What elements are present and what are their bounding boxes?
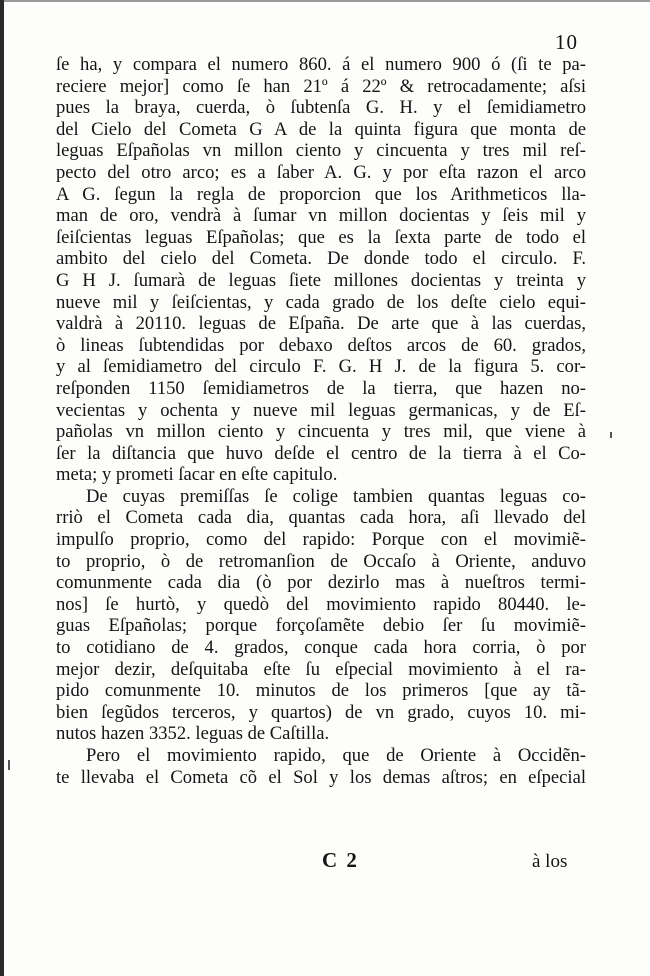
- text-line: reciere mejor] como ſe han 21º á 22º & retrocadamente; aſsi: [56, 75, 586, 97]
- text-line: man de oro, vendrà à ſumar vn millon docientas y ſeis mil y: [56, 205, 586, 227]
- ink-speck: [8, 760, 10, 770]
- text-line: to proprio, ò de retromanſion de Occaſo à Oriente, anduvo: [56, 550, 586, 572]
- text-line: De cuyas premiſſas ſe colige tambien quantas leguas co-: [86, 485, 586, 507]
- page-top-edge: [0, 0, 650, 2]
- text-line: ſeiſcientas leguas Eſpañolas; que es la ſexta parte de todo el: [56, 226, 586, 248]
- page-number: 10: [555, 30, 578, 54]
- text-line: Pero el movimiento rapido, que de Oriente à Occidẽn-: [86, 745, 586, 766]
- text-line: bien ſegũdos terceros, y quartos) de vn grado, cuyos 10. mi-: [56, 701, 586, 723]
- text-line: nos] ſe hurtò, y quedò del movimiento rapido 80440. le-: [56, 593, 586, 615]
- text-line: valdrà à 20110. leguas de Eſpaña. De arte que à las cuerdas,: [56, 313, 586, 335]
- text-line: pues la braya, cuerda, ò ſubtenſa G. H. y el ſemidiametro: [56, 97, 586, 119]
- text-line: rriò el Cometa cada dia, quantas cada hora, aſi llevado del: [56, 507, 586, 529]
- text-line: impulſo proprio, como del rapido: Porque con el movimiẽ-: [56, 529, 586, 551]
- text-line: pañolas vn millon ciento y cincuenta y tres mil, que viene à: [56, 421, 586, 443]
- text-line: reſponden 1150 ſemidiametros de la tierra, que hazen no-: [56, 377, 586, 399]
- text-line: ſer la diſtancia que huvo deſde el centro de la tierra à el Co-: [56, 442, 586, 464]
- text-line: G H J. ſumarà de leguas ſiete millones docientas y treinta y: [56, 269, 586, 291]
- ink-speck: [610, 432, 612, 438]
- text-line: ſe ha, y compara el numero 860. á el numero 900 ó (ſi te pa-: [56, 54, 586, 75]
- text-line: A G. ſegun la regla de proporcion que los Arithmeticos lla-: [56, 183, 586, 205]
- text-line: nutos hazen 3352. leguas de Caſtilla.: [56, 723, 330, 745]
- text-line: del Cielo del Cometa G A de la quinta figura que monta de: [56, 118, 586, 140]
- text-line: guas Eſpañolas; porque forçoſamẽte debio ſer ſu movimiẽ-: [56, 615, 586, 637]
- text-line: comunmente cada dia (ò por dezirlo mas à nueſtros termi-: [56, 572, 586, 594]
- text-line: vecientas y ochenta y nueve mil leguas germanicas, y de Eſ-: [56, 399, 586, 421]
- text-line: leguas Eſpañolas vn millon ciento y cincuenta y tres mil reſ-: [56, 140, 586, 162]
- text-line: meta; y prometi ſacar en eſte capitulo.: [56, 464, 338, 486]
- text-line: y al ſemidiametro del circulo F. G. H J. de la figura 5. cor-: [56, 356, 586, 378]
- body-text: [56, 54, 586, 788]
- catchword: à los: [532, 851, 568, 872]
- text-line: ambito del cielo del Cometa. De donde todo el circulo. F.: [56, 248, 586, 270]
- text-line: ò lineas ſubtendidas por debaxo deſtos arcos de 60. grados,: [56, 334, 586, 356]
- text-line: to cotidiano de 4. grados, conque cada hora corria, ò por: [56, 637, 586, 659]
- printer-signature: C 2: [322, 848, 359, 872]
- text-line: pido comunmente 10. minutos de los primeros [que ay tã-: [56, 680, 586, 702]
- text-line: nueve mil y ſeiſcientas, y cada grado de los deſte cielo equi-: [56, 291, 586, 313]
- page-binding-edge: [0, 0, 4, 976]
- text-line: pecto del otro arco; es a ſaber A. G. y por eſta razon el arco: [56, 161, 586, 183]
- text-line: te llevaba el Cometa cõ el Sol y los demas aſtros; en eſpecial: [56, 766, 586, 788]
- text-line: mejor dezir, deſquitaba eſte ſu eſpecial movimiento à el ra-: [56, 658, 586, 680]
